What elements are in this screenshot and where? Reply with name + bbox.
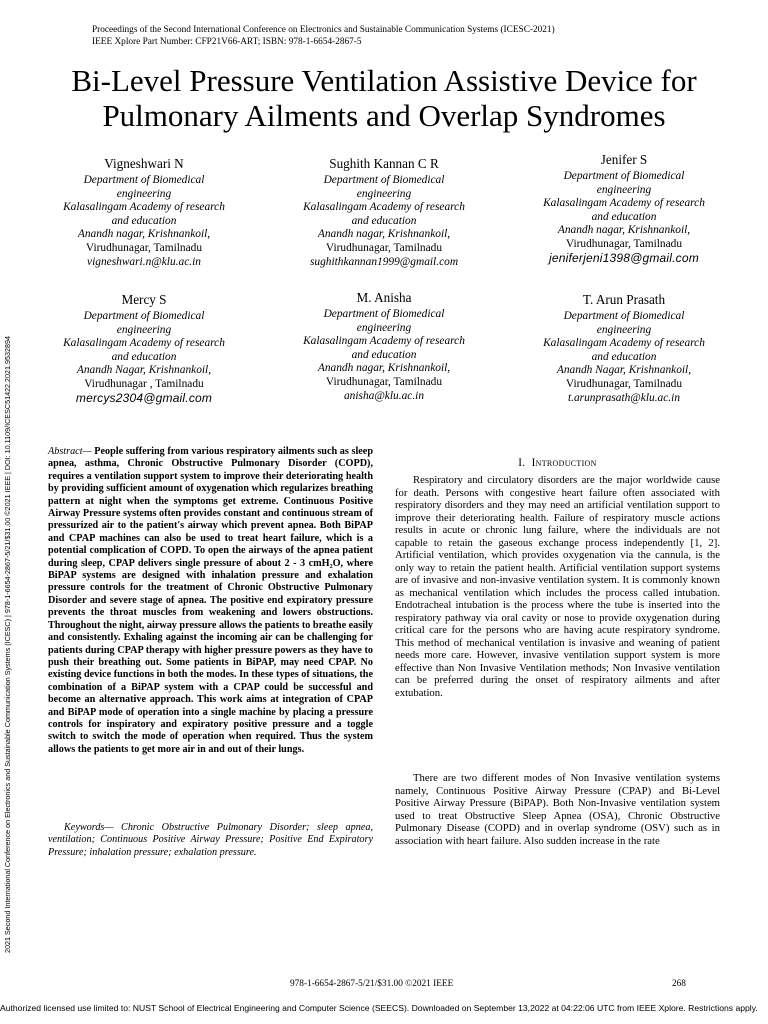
page-number: 268 xyxy=(672,979,686,989)
author-dept-cont: engineering xyxy=(116,187,172,200)
paper-title xyxy=(0,63,768,133)
section-title: Introduction xyxy=(531,457,597,469)
author-address: Anandh nagar, Krishnankoil, xyxy=(77,228,211,241)
author-email: t.arunprasath@klu.ac.in xyxy=(567,391,681,404)
doi-sidebar xyxy=(3,193,15,953)
author-block-vigneshwari xyxy=(19,156,269,269)
author-address-cont: Virudhunagar, Tamilnadu xyxy=(565,237,683,250)
author-address: Anandh nagar, Krishnankoil, xyxy=(317,228,451,241)
author-dept: Department of Biomedical xyxy=(323,308,445,320)
conference-header xyxy=(92,24,555,48)
author-address-cont: Virudhunagar, Tamilnadu xyxy=(85,241,203,254)
introduction-paragraph-1: Respiratory and circulatory disorders are the major worldwide cause for death. Persons with congestive heart failure often associated with respiratory disorders and they may need an artificial ventilation support to improve their deteriorating health. Failure of respiratory muscle actions results in acute or chronic lung failure, where the individuals are not capable to retain the gaseous exchange process independently [1, 2]. Artificial ventilation, which provides oxygenation via the cannula, is the only way to retain the patient health. Artificial ventilation support systems are of invasive and non-invasive ventilation system. It is commonly known as mechanical ventilation which includes the process called intubation. Endotracheal intubation is the process where the tube is inserted into the respiratory pathway via oral cavity or nose to provide oxygenation during critical care for the persons who are having acute respiratory syndrome. This method of mechanical ventilation is invasive and weaning of patient needs more care. However, invasive ventilation support system is more effective than Non Invasive Ventilation methods; Non Invasive ventilation can be preferred during the onset of respiratory ailments and after extubation. xyxy=(395,474,720,699)
author-dept: Department of Biomedical xyxy=(323,174,445,186)
author-institution-cont: and education xyxy=(111,214,177,227)
author-institution-cont: and education xyxy=(591,350,657,363)
keywords: Keywords— Chronic Obstructive Pulmonary Disorder; sleep apnea, ventilation; Continuous Positive Airway Pressure; Positive End Expiratory Pressure; inhalation pressure; exhalation pressure. xyxy=(48,822,373,858)
author-institution-cont: and education xyxy=(111,350,177,363)
author-email: vigneshwari.n@klu.ac.in xyxy=(87,255,201,268)
abstract xyxy=(48,446,373,756)
author-block-sughith xyxy=(259,156,509,269)
author-name: T. Arun Prasath xyxy=(582,292,666,307)
author-email: sughithkannan1999@gmail.com xyxy=(309,255,459,268)
author-dept-cont: engineering xyxy=(116,323,172,336)
author-address: Anandh nagar, Krishnankoil, xyxy=(557,224,691,237)
author-block-mercy xyxy=(19,292,269,405)
header-line-isbn: IEEE Xplore Part Number: CFP21V66-ART; ISBN: 978-1-6654-2867-5 xyxy=(92,37,362,47)
section-heading-introduction xyxy=(395,457,720,469)
author-email: jeniferjeni1398@gmail.com xyxy=(549,250,699,265)
abstract-lead: Abstract— xyxy=(48,446,92,457)
author-address: Anandh nagar, Krishnankoil, xyxy=(317,362,451,375)
author-dept-cont: engineering xyxy=(356,321,412,334)
author-institution: Kalasalingam Academy of research xyxy=(543,197,705,210)
author-name: Sughith Kannan C R xyxy=(329,156,439,171)
author-address: Anandh Nagar, Krishnankoil, xyxy=(556,364,692,377)
author-dept: Department of Biomedical xyxy=(563,170,685,182)
author-name: Vigneshwari N xyxy=(104,156,184,171)
author-email: mercys2304@gmail.com xyxy=(75,390,213,405)
author-block-arun-prasath xyxy=(499,292,749,405)
header-line-proceedings: Proceedings of the Second International Conference on Electronics and Sustainable Communication Systems (ICESC-2021) xyxy=(92,25,555,35)
author-institution: Kalasalingam Academy of research xyxy=(303,201,465,214)
abstract-text: People suffering from various respiratory ailments such as sleep apnea, asthma, Chronic Obstructive Pulmonary Disorder (COPD), requires a ventilation support system to improve their deteriorating health by providing sufficient amount of oxygenation which regularizes breathing pattern at night when the symptoms get extreme. Continuous Positive Airway Pressure systems often provides constant and continuous stream of pressurized air to the patient's airway which prevent apnea. Both BiPAP and CPAP machines can also be used to treat heart failure, which is a potential complication of COPD. To open the airways of the apnea patient during sleep, CPAP delivers single pressure of about 2 - 3 cmH₂O, where BiPAP systems are designed with inhalation pressure and exhalation pressure controls for the treatment of Chronic Obstructive Pulmonary Disorder and severe stage of apnea. The positive end expiratory pressure prevents the throat muscles from weakening and lowers obstructions. Throughout the night, airway pressure allows the patients to breathe easily and consistently. Exhaling against the incoming air can be challenging for patients during CPAP therapy with higher pressure powers as they have to push their breathing out. Some patients in BiPAP, may need CPAP. No existing device functions in both the modes. In these types of situations, the combination of a BiPAP system with a CPAP could be successful and become an alternative approach. This work aims at integration of CPAP and BiPAP mode of operation into a single machine by placing a pressure controls for inspiratory and expiratory positive pressure and a toggle switch to switch the mode of operation when required. Thus the system allows the patients to get more air in and out of their lungs. xyxy=(48,446,373,755)
author-institution-cont: and education xyxy=(351,214,417,227)
author-institution-cont: and education xyxy=(591,210,657,223)
doi-sidebar-text: 2021 Second International Conference on Electronics and Sustainable Communication Systems (ICESC) | 978-1-6654-2867-5/21/$31.00 ©2021 IEEE | DOI: 10.1109/ICESC51422.2021.9532894 xyxy=(3,335,12,953)
author-name: M. Anisha xyxy=(356,290,412,305)
footer-isbn-copyright: 978-1-6654-2867-5/21/$31.00 ©2021 IEEE xyxy=(290,979,454,989)
author-institution: Kalasalingam Academy of research xyxy=(63,337,225,350)
author-name: Jenifer S xyxy=(600,152,648,167)
author-address-cont: Virudhunagar, Tamilnadu xyxy=(565,377,683,390)
section-numeral: I. xyxy=(518,457,526,469)
author-address-cont: Virudhunagar, Tamilnadu xyxy=(325,375,443,388)
author-dept: Department of Biomedical xyxy=(83,174,205,186)
author-dept-cont: engineering xyxy=(596,183,652,196)
license-notice: Authorized licensed use limited to: NUST School of Electrical Engineering and Computer Science (SEECS). Downloaded on September 13,2022 at 04:22:06 UTC from IEEE Xplore. Restrictions apply. xyxy=(0,1003,758,1013)
author-institution: Kalasalingam Academy of research xyxy=(543,337,705,350)
author-dept-cont: engineering xyxy=(356,187,412,200)
author-name: Mercy S xyxy=(121,292,167,307)
author-dept-cont: engineering xyxy=(596,323,652,336)
title-line-1: Bi-Level Pressure Ventilation Assistive Device for xyxy=(71,63,697,98)
author-address-cont: Virudhunagar , Tamilnadu xyxy=(84,377,204,390)
author-dept: Department of Biomedical xyxy=(563,310,685,322)
author-institution: Kalasalingam Academy of research xyxy=(63,201,225,214)
introduction-paragraph-2: There are two different modes of Non Invasive ventilation systems namely, Continuous Positive Airway Pressure (CPAP) and Bi-Level Positive Airway Pressure (BiPAP). Both Non-Invasive ventilation system used to treat Obstructive Sleep Apnea (OSA), Chronic Obstructive Pulmonary Disease (COPD) and in overlap syndrome (OSV) such as in association with heart failure. Also sudden increase in the rate xyxy=(395,772,720,847)
author-institution: Kalasalingam Academy of research xyxy=(303,335,465,348)
author-address: Anandh Nagar, Krishnankoil, xyxy=(76,364,212,377)
title-line-2: Pulmonary Ailments and Overlap Syndromes xyxy=(102,98,666,133)
author-institution-cont: and education xyxy=(351,348,417,361)
author-block-jenifer xyxy=(499,152,749,265)
author-dept: Department of Biomedical xyxy=(83,310,205,322)
author-address-cont: Virudhunagar, Tamilnadu xyxy=(325,241,443,254)
author-email: anisha@klu.ac.in xyxy=(343,389,425,402)
author-block-anisha xyxy=(259,290,509,403)
